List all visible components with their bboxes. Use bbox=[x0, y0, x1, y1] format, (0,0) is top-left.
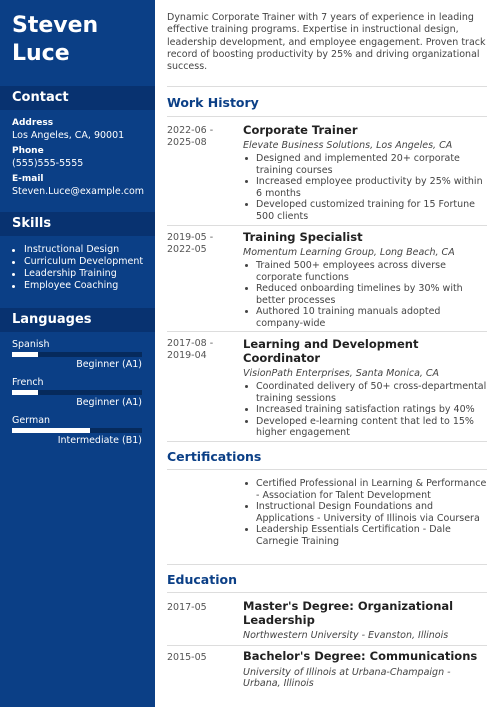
skill-item bbox=[12, 280, 143, 292]
bullet-icon bbox=[12, 273, 15, 276]
professional-summary: Dynamic Corporate Trainer with 7 years of experience in leading effective training programs. Expertise in instructional design, leadership development, and employee engagement. Proven track record of boosting productivity by 25% and driving organizational success. bbox=[167, 12, 486, 73]
language-item bbox=[12, 377, 142, 409]
job-bullets bbox=[243, 260, 489, 329]
certification-item: Certified Professional in Learning & Performance - Association for Talent Development bbox=[243, 478, 489, 501]
job-bullet: Coordinated delivery of 50+ cross-departmental training sessions bbox=[243, 381, 489, 404]
language-proficiency-fill bbox=[12, 428, 90, 433]
education-date: 2017-05 bbox=[167, 602, 207, 613]
phone-value: (555)555-5555 bbox=[12, 158, 84, 169]
entry-divider bbox=[167, 225, 487, 226]
language-proficiency-bar bbox=[12, 352, 142, 357]
language-name: Spanish bbox=[12, 339, 50, 350]
certifications-list bbox=[243, 478, 489, 547]
section-divider bbox=[167, 116, 487, 117]
contact-heading: Contact bbox=[12, 90, 69, 105]
section-divider bbox=[167, 564, 487, 565]
skill-label: Leadership Training bbox=[24, 268, 117, 279]
bullet-icon bbox=[12, 261, 15, 264]
language-item bbox=[12, 415, 142, 447]
job-dates: 2019-05 - 2022-05 bbox=[167, 232, 214, 255]
section-divider bbox=[167, 592, 487, 593]
skills-list bbox=[12, 244, 143, 292]
job-bullets bbox=[243, 153, 489, 222]
education-entry bbox=[243, 600, 489, 642]
job-bullets bbox=[243, 381, 489, 439]
entry-divider bbox=[167, 645, 487, 646]
job-bullet: Developed customized training for 15 Fortune 500 clients bbox=[243, 199, 489, 222]
job-dates: 2022-06 - 2025-08 bbox=[167, 125, 214, 148]
job-title: Corporate Trainer bbox=[243, 123, 358, 137]
language-proficiency-bar bbox=[12, 390, 142, 395]
job-entry bbox=[243, 337, 489, 439]
education-heading: Education bbox=[167, 572, 237, 587]
education-institution: Northwestern University - Evanston, Illinois bbox=[243, 630, 449, 641]
job-organization: VisionPath Enterprises, Santa Monica, CA bbox=[243, 368, 440, 379]
job-bullet: Designed and implemented 20+ corporate training courses bbox=[243, 153, 489, 176]
entry-divider bbox=[167, 331, 487, 332]
language-level: Intermediate (B1) bbox=[57, 435, 142, 446]
language-name: French bbox=[12, 377, 44, 388]
section-divider bbox=[167, 86, 487, 87]
first-name: Steven bbox=[12, 13, 99, 38]
skills-heading: Skills bbox=[12, 216, 52, 231]
education-degree: Bachelor's Degree: Communications bbox=[243, 649, 478, 663]
skill-label: Employee Coaching bbox=[24, 280, 119, 291]
job-title: Training Specialist bbox=[243, 230, 363, 244]
job-bullet: Authored 10 training manuals adopted company-wide bbox=[243, 306, 489, 329]
language-proficiency-fill bbox=[12, 352, 38, 357]
education-institution: University of Illinois at Urbana-Champaign - Urbana, Illinois bbox=[243, 666, 451, 689]
job-bullet: Reduced onboarding timelines by 30% with better processes bbox=[243, 283, 489, 306]
language-proficiency-bar bbox=[12, 428, 142, 433]
languages-heading: Languages bbox=[12, 312, 92, 327]
phone-label: Phone bbox=[12, 146, 44, 156]
job-organization: Momentum Learning Group, Long Beach, CA bbox=[243, 247, 455, 258]
skill-label: Curriculum Development bbox=[24, 256, 144, 267]
job-organization: Elevate Business Solutions, Los Angeles, CA bbox=[243, 140, 453, 151]
candidate-name bbox=[12, 12, 98, 68]
section-divider bbox=[167, 469, 487, 470]
language-level: Beginner (A1) bbox=[76, 397, 142, 408]
job-bullet: Trained 500+ employees across diverse corporate functions bbox=[243, 260, 489, 283]
skill-item bbox=[12, 268, 143, 280]
last-name: Luce bbox=[12, 41, 70, 66]
email-label: E-mail bbox=[12, 174, 44, 184]
education-degree: Master's Degree: Organizational Leadership bbox=[243, 599, 454, 627]
address-value: Los Angeles, CA, 90001 bbox=[12, 130, 125, 141]
job-bullet: Developed e-learning content that led to 15% higher engagement bbox=[243, 416, 489, 439]
skill-label: Instructional Design bbox=[24, 244, 120, 255]
language-proficiency-fill bbox=[12, 390, 38, 395]
language-item bbox=[12, 339, 142, 371]
education-date: 2015-05 bbox=[167, 652, 207, 663]
address-label: Address bbox=[12, 118, 54, 128]
education-entry bbox=[243, 650, 489, 690]
section-divider bbox=[167, 441, 487, 442]
language-name: German bbox=[12, 415, 51, 426]
job-entry bbox=[243, 123, 489, 222]
certification-item: Instructional Design Foundations and Applications - University of Illinois via Coursera bbox=[243, 501, 489, 524]
skill-item bbox=[12, 244, 143, 256]
certification-item: Leadership Essentials Certification - Dale Carnegie Training bbox=[243, 524, 489, 547]
job-entry bbox=[243, 230, 489, 329]
language-level: Beginner (A1) bbox=[76, 359, 142, 370]
bullet-icon bbox=[12, 285, 15, 288]
skill-item bbox=[12, 256, 143, 268]
email-value: Steven.Luce@example.com bbox=[12, 186, 145, 197]
work-history-heading: Work History bbox=[167, 95, 259, 110]
job-title: Learning and Development Coordinator bbox=[243, 337, 419, 365]
job-dates: 2017-08 - 2019-04 bbox=[167, 338, 214, 361]
bullet-icon bbox=[12, 249, 15, 252]
job-bullet: Increased training satisfaction ratings by 40% bbox=[243, 404, 489, 416]
certifications-heading: Certifications bbox=[167, 449, 262, 464]
job-bullet: Increased employee productivity by 25% within 6 months bbox=[243, 176, 489, 199]
sidebar bbox=[0, 0, 155, 707]
